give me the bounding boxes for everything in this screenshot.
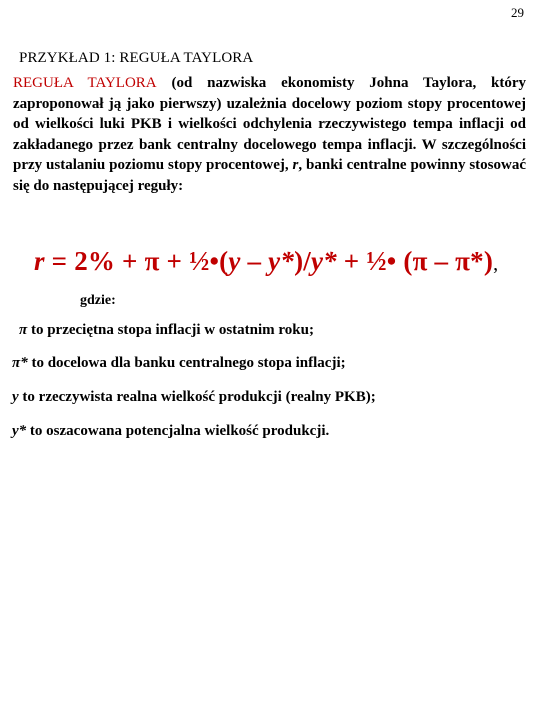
definition-text: to rzeczywista realna wielkość produkcji (realny PKB); xyxy=(18,389,376,405)
formula-y: y xyxy=(228,246,241,276)
where-label: gdzie: xyxy=(80,293,116,308)
formula-ystar-2: y* xyxy=(310,246,337,276)
definition-symbol: y* xyxy=(12,423,27,439)
intro-paragraph xyxy=(13,73,526,196)
definition-symbol: π* xyxy=(12,355,28,371)
formula-comma: , xyxy=(493,253,499,275)
definition-text: to oszacowana potencjalna wielkość produkcji. xyxy=(26,423,330,439)
definition-symbol: y xyxy=(12,389,19,405)
intro-text-1: (od nazwiska ekonomisty Johna Taylora, który zaproponował ją jako pierwszy) uzależnia docelowy poziom stopy procentowej od wielkości luki PKB i wielkości odchylenia rzeczywistego tempa inflacji od zakładanego przez bank centralny docelowego tempa inflacji. W szczególności przy ustalaniu poziomu stopy procentowej, xyxy=(13,75,527,173)
taylor-formula xyxy=(34,246,498,277)
page-number: 29 xyxy=(511,5,524,20)
formula-close-div: )/ xyxy=(294,246,311,276)
definition-symbol: π xyxy=(19,322,28,338)
intro-var-r: r xyxy=(292,157,299,173)
definition-pi-star xyxy=(12,355,346,372)
formula-part-2: + ½• (π – π*) xyxy=(336,246,494,276)
definition-text: to docelowa dla banku centralnego stopa inflacji; xyxy=(27,355,346,371)
page-heading: PRZYKŁAD 1: REGUŁA TAYLORA xyxy=(19,50,254,66)
intro-text-2: , banki centralne powinny stosować się do następującej reguły: xyxy=(13,157,527,194)
formula-r: r xyxy=(34,246,45,276)
definition-text: to przeciętna stopa inflacji w ostatnim roku; xyxy=(27,322,314,338)
definition-y xyxy=(12,389,376,406)
taylor-rule-term: REGUŁA TAYLORA xyxy=(13,75,157,91)
formula-minus: – xyxy=(240,246,269,276)
definition-y-star xyxy=(12,423,329,440)
formula-ystar-1: y* xyxy=(268,246,295,276)
definition-pi xyxy=(19,322,314,339)
formula-part-1: = 2% + π + ½•( xyxy=(44,246,229,276)
